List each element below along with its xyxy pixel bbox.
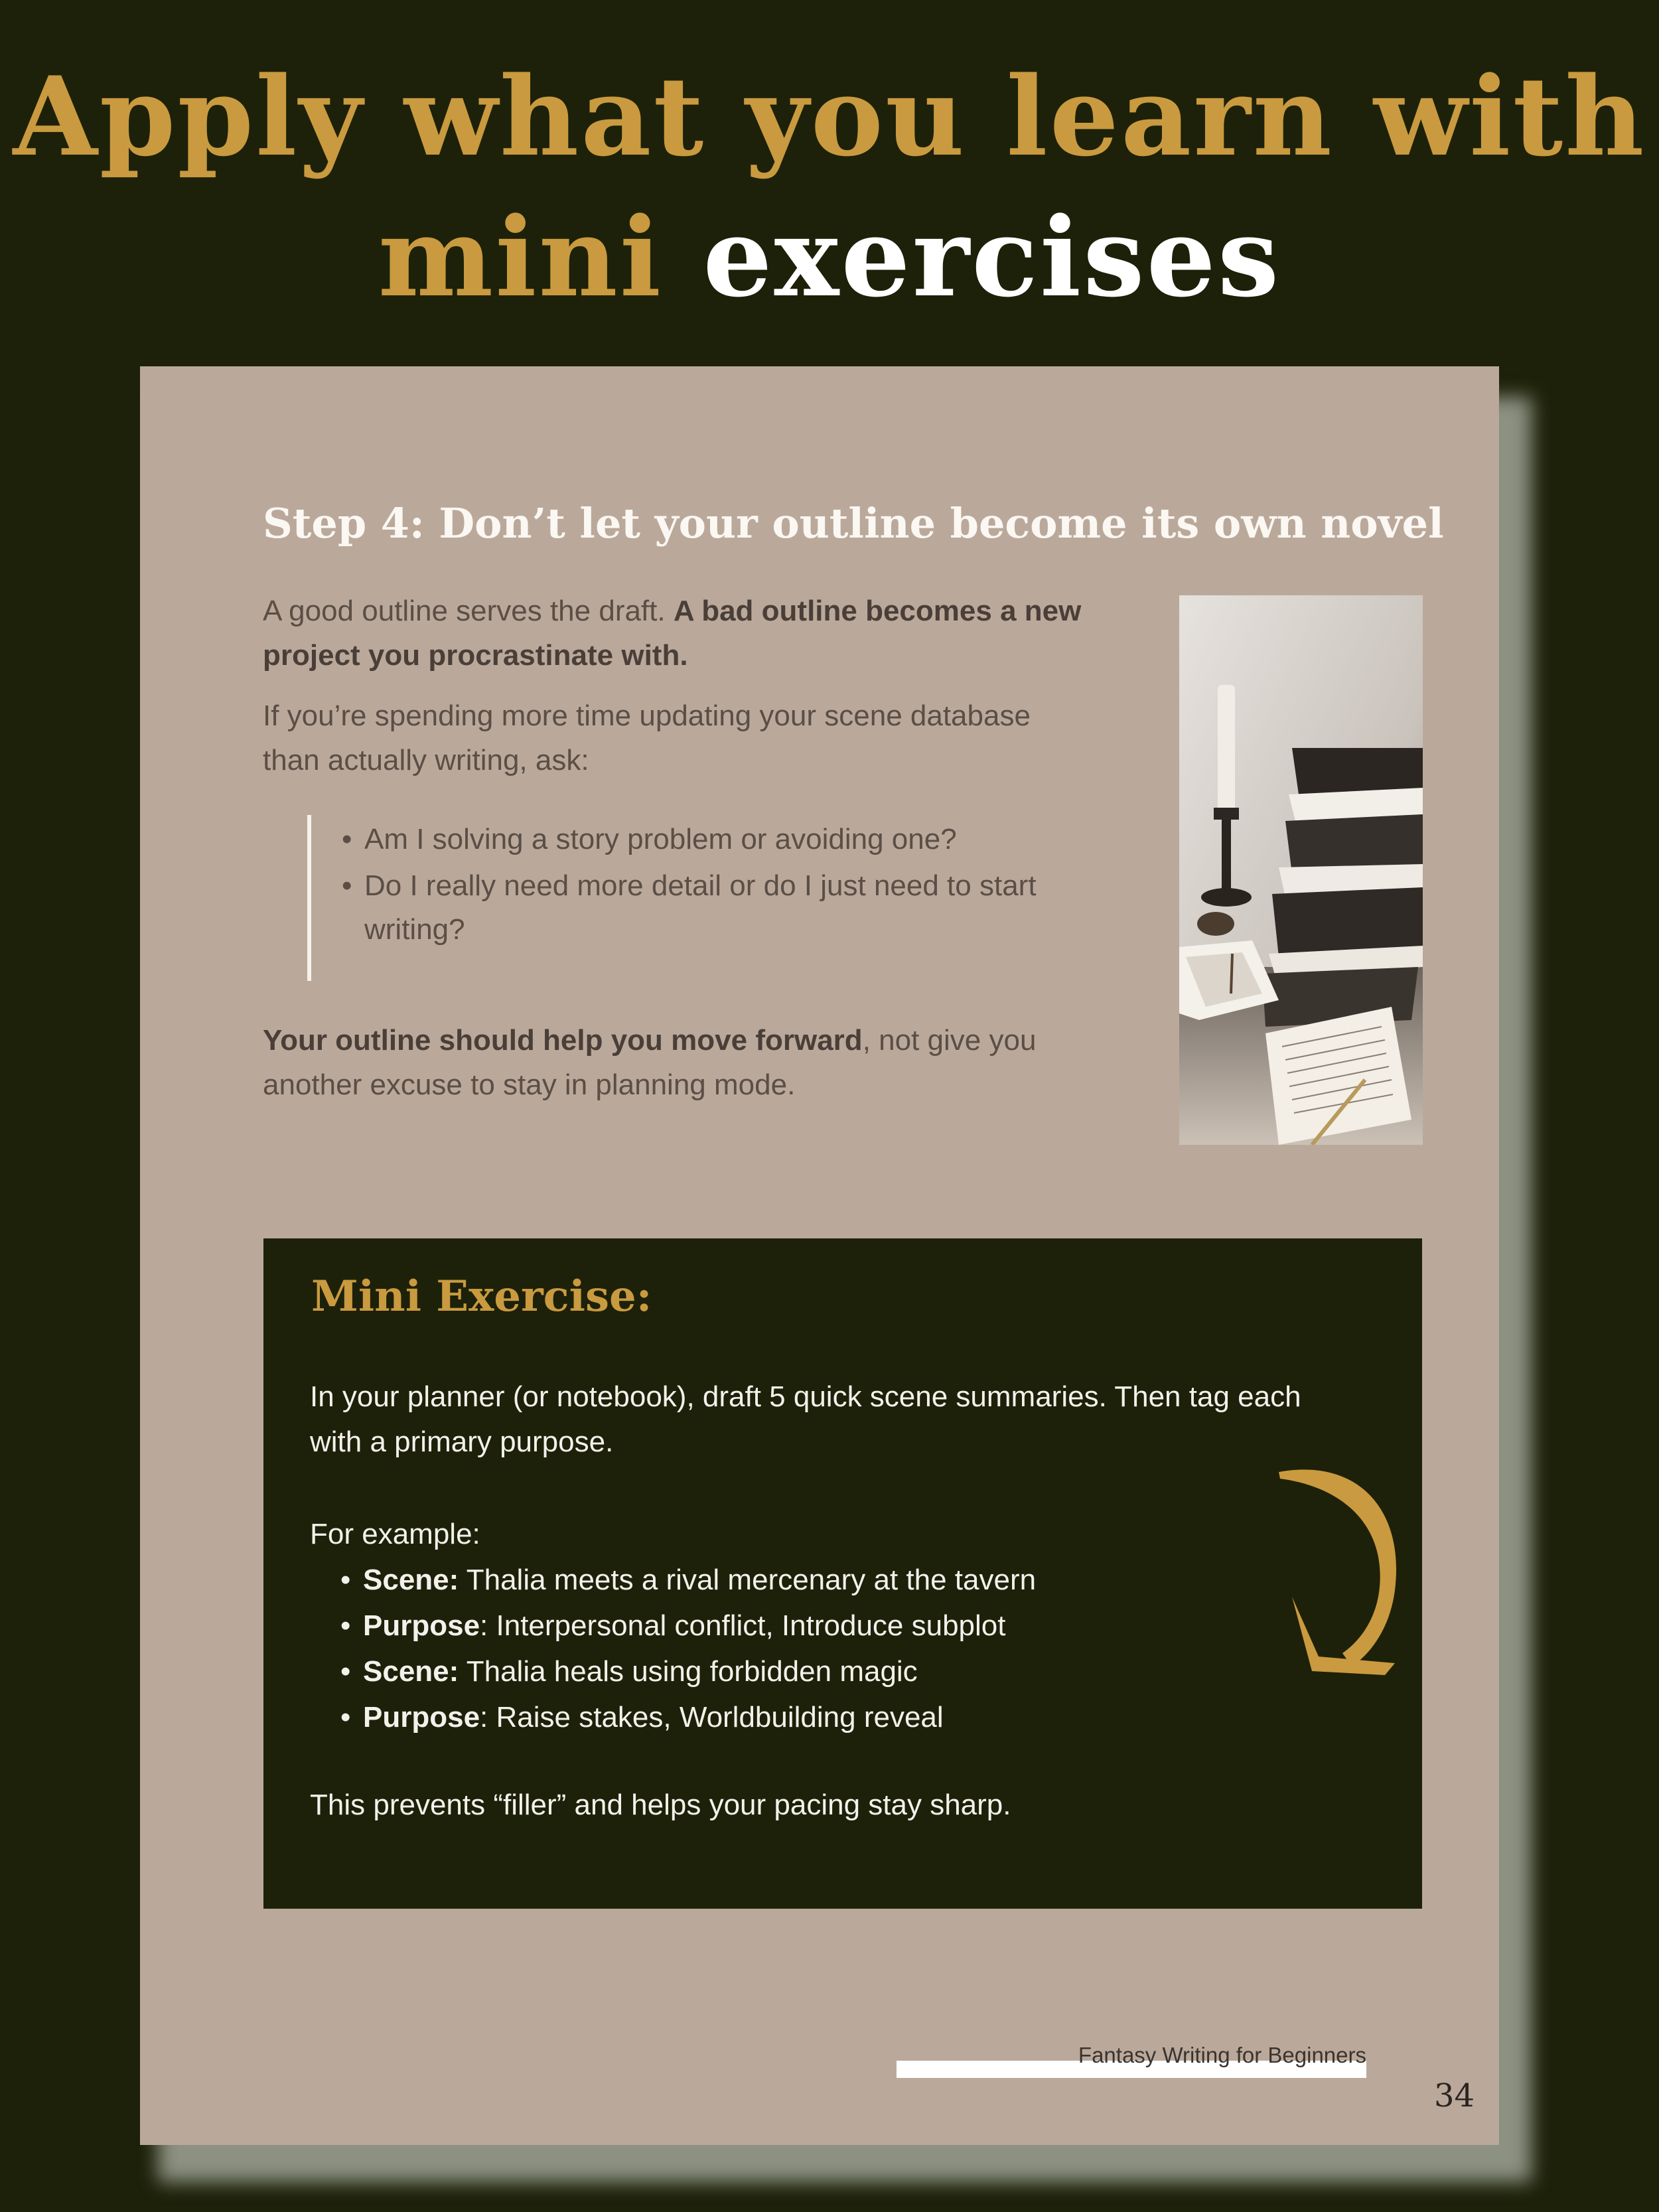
footer-book-title: Fantasy Writing for Beginners — [1078, 2043, 1366, 2067]
book-page — [140, 366, 1499, 2145]
list-item-text: Thalia heals using forbidden magic — [459, 1655, 918, 1688]
mini-exercise-example-label: For example: — [310, 1518, 480, 1550]
mini-exercise-intro: In your planner (or notebook), draft 5 quick scene summaries. Then tag each with a primary purpose. — [310, 1380, 1301, 1458]
list-item-text: : Raise stakes, Worldbuilding reveal — [480, 1701, 944, 1733]
page-number: 34 — [1434, 2077, 1475, 2114]
headline-line-1: Apply what you learn with — [13, 52, 1646, 181]
mini-exercise-title: Mini Exercise: — [311, 1272, 652, 1321]
paragraph-move-forward — [263, 1018, 1086, 1107]
question-item: • Am I solving a story problem or avoiding one? — [364, 815, 1108, 861]
list-item — [363, 1694, 1036, 1740]
list-item — [363, 1649, 1036, 1694]
paragraph-good-outline-bold: A bad outline becomes a new project you procrastinate with. — [263, 595, 1082, 672]
question-blockquote — [307, 815, 1108, 981]
list-item-text: Thalia meets a rival mercenary at the tavern — [459, 1564, 1037, 1596]
paragraph-good-outline-plain: A good outline serves the draft. — [263, 595, 674, 627]
list-item-label: Purpose — [363, 1609, 480, 1642]
step-title: Step 4: Don’t let your outline become its own novel — [263, 499, 1444, 548]
paragraph-move-forward-bold: Your outline should help you move forward — [263, 1024, 863, 1057]
list-item-text: : Interpersonal conflict, Introduce subplot — [480, 1609, 1006, 1642]
candle-books-photo — [1179, 595, 1423, 1145]
mini-exercise-list — [363, 1557, 1036, 1740]
paragraph-move-forward-plain: , not give you another excuse to stay in planning mode. — [263, 1024, 1037, 1101]
question-item: • Do I really need more detail or do I just need to start writing? — [364, 861, 1108, 952]
mini-exercise-box — [263, 1238, 1422, 1909]
candle-books-letter-photo — [1179, 595, 1423, 1145]
list-item-label: Scene: — [363, 1655, 459, 1688]
paragraph-ask: If you’re spending more time updating your scene database than actually writing, ask: — [263, 700, 1031, 776]
list-item — [363, 1603, 1036, 1649]
list-item-label: Scene: — [363, 1564, 459, 1596]
question-list — [311, 815, 1108, 952]
headline-word-exercises: exercises — [703, 193, 1281, 321]
headline — [0, 46, 1659, 328]
paragraph-good-outline — [263, 589, 1086, 678]
curved-arrow-down-icon — [1279, 1464, 1411, 1690]
headline-word-mini: mini — [378, 193, 664, 321]
mini-exercise-closing: This prevents “filler” and helps your pacing stay sharp. — [310, 1789, 1011, 1821]
list-item — [363, 1557, 1036, 1603]
list-item-label: Purpose — [363, 1701, 480, 1733]
